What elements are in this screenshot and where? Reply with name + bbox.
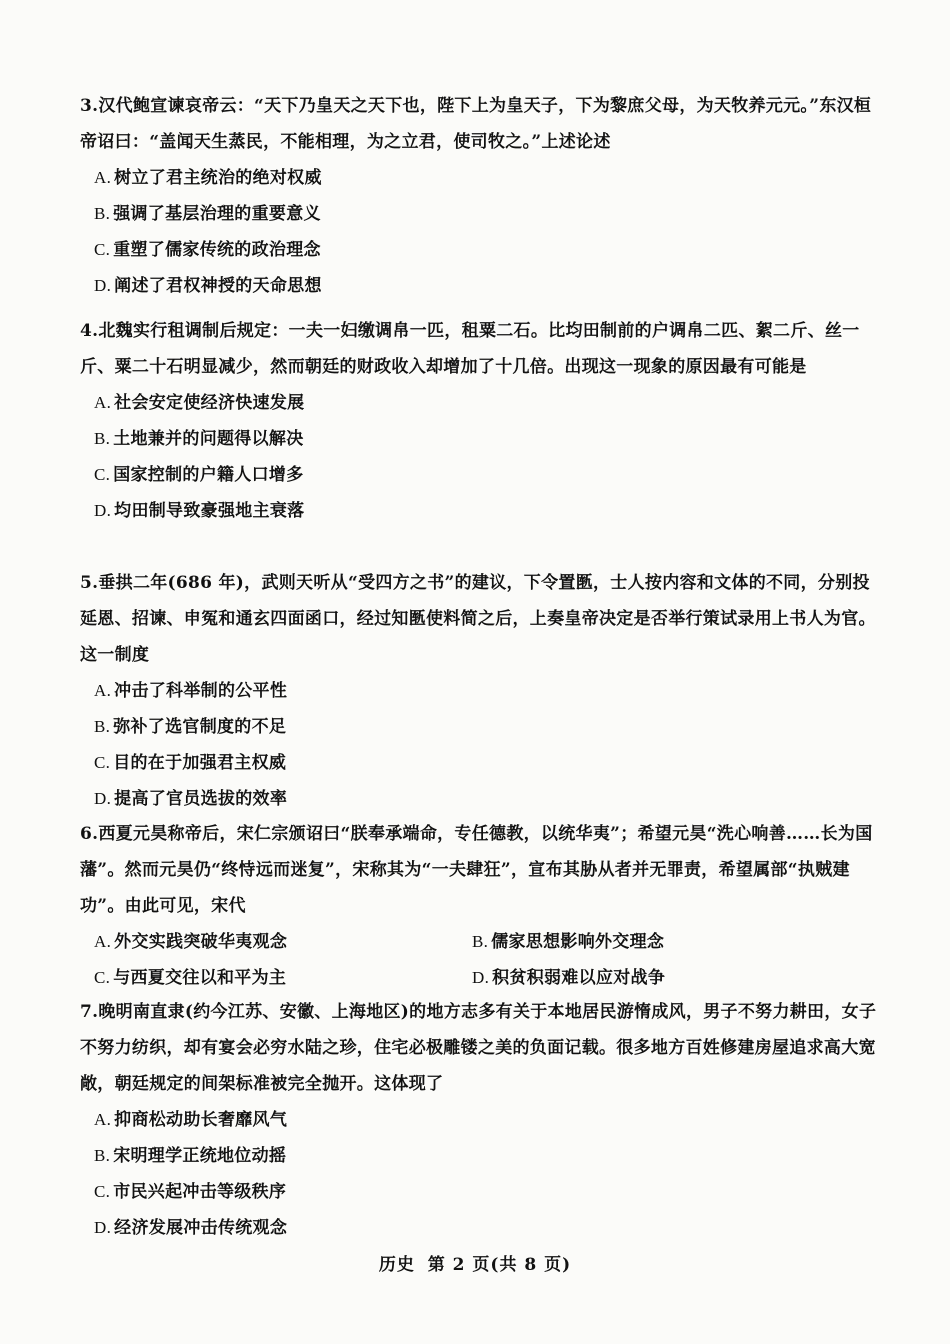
option-c: C. 国家控制的户籍人口增多 bbox=[94, 465, 304, 485]
option-b: B. 弥补了选官制度的不足 bbox=[94, 717, 287, 737]
option-a: A. 社会安定使经济快速发展 bbox=[94, 393, 305, 413]
question-3 bbox=[80, 88, 880, 304]
option-c: C. 重塑了儒家传统的政治理念 bbox=[94, 240, 321, 260]
option-d: D. 提高了官员选拔的效率 bbox=[94, 789, 288, 809]
question-stem: 7.晚明南直隶(约今江苏、安徽、上海地区)的地方志多有关于本地居民游惰成风，男子不努力耕田，女子不努力纺织，却有宴会必穷水陆之珍，住宅必极雕镂之美的负面记载。很多地方百姓修建房屋追求高大宽敞，朝廷规定的间架标准被完全抛开。这体现了 bbox=[80, 1002, 877, 1094]
option-d: D. 积贫积弱难以应对战争 bbox=[472, 968, 666, 988]
option-b: B. 宋明理学正统地位动摇 bbox=[94, 1146, 287, 1166]
option-d: D. 阐述了君权神授的天命思想 bbox=[94, 276, 322, 296]
option-a: A. 外交实践突破华夷观念 bbox=[94, 932, 288, 952]
option-d: D. 均田制导致豪强地主衰落 bbox=[94, 501, 305, 521]
question-stem: 4.北魏实行租调制后规定：一夫一妇缴调帛一匹，租粟二石。比均田制前的户调帛二匹、絮二斤、丝一斤、粟二十石明显减少，然而朝廷的财政收入却增加了十几倍。出现这一现象的原因最有可能是 bbox=[80, 321, 860, 377]
page-number: 第 2 页(共 8 页) bbox=[427, 1255, 572, 1275]
option-c: C. 目的在于加强君主权威 bbox=[94, 753, 287, 773]
question-stem: 3.汉代鲍宣谏哀帝云：“天下乃皇天之天下也，陛下上为皇天子，下为黎庶父母，为天牧养元元。”东汉桓帝诏曰：“盖闻天生蒸民，不能相理，为之立君，使司牧之。”上述论述 bbox=[80, 96, 872, 152]
question-4 bbox=[80, 313, 880, 529]
options-grid bbox=[80, 924, 880, 996]
option-b: B. 儒家思想影响外交理念 bbox=[472, 932, 665, 952]
question-7 bbox=[80, 994, 880, 1246]
option-c: C. 市民兴起冲击等级秩序 bbox=[94, 1182, 287, 1202]
question-stem: 5.垂拱二年(686 年)，武则天听从“受四方之书”的建议，下令置匦，士人按内容和文体的不同，分别投延恩、招谏、申冤和通玄四面函口，经过知匦使料简之后，上奏皇帝决定是否举行策试录用上书人为官。这一制度 bbox=[80, 573, 876, 665]
option-a: A. 抑商松动助长奢靡风气 bbox=[94, 1110, 288, 1130]
option-b: B. 强调了基层治理的重要意义 bbox=[94, 204, 321, 224]
subject-label: 历史 bbox=[378, 1255, 415, 1275]
question-5 bbox=[80, 565, 880, 817]
question-6 bbox=[80, 816, 880, 996]
option-d: D. 经济发展冲击传统观念 bbox=[94, 1218, 288, 1238]
option-c: C. 与西夏交往以和平为主 bbox=[94, 968, 287, 988]
option-b: B. 土地兼并的问题得以解决 bbox=[94, 429, 304, 449]
page-footer bbox=[0, 1250, 950, 1275]
option-a: A. 树立了君主统治的绝对权威 bbox=[94, 168, 322, 188]
option-a: A. 冲击了科举制的公平性 bbox=[94, 681, 288, 701]
question-stem: 6.西夏元昊称帝后，宋仁宗颁诏曰“朕奉承端命，专任德教，以统华夷”；希望元昊“洗心响善……长为国藩”。然而元昊仍“终恃远而迷复”，宋称其为“一夫肆狂”，宣布其胁从者并无罪责，希望属部“执贼建功”。由此可见，宋代 bbox=[80, 824, 873, 916]
